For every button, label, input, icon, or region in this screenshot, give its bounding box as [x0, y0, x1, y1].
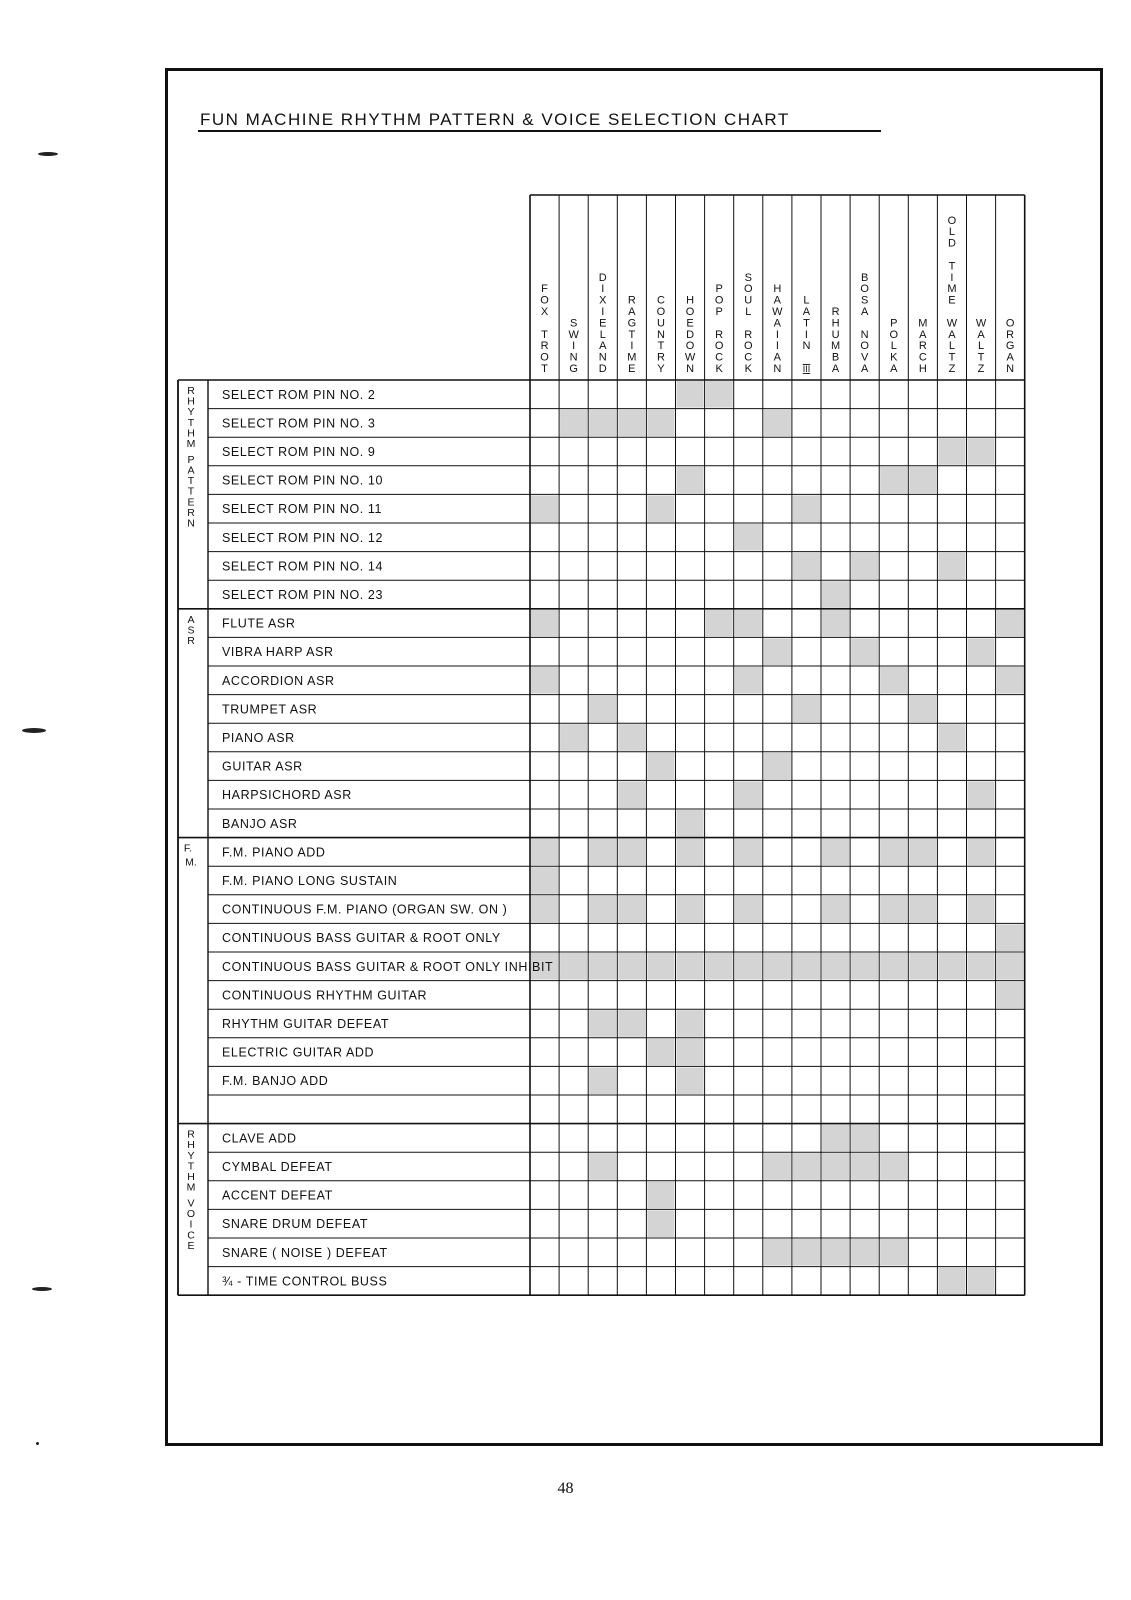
group-label: A S R	[187, 613, 195, 647]
shaded-cell	[968, 1268, 995, 1295]
scan-mark	[32, 1287, 52, 1291]
shaded-cell	[647, 953, 674, 980]
shaded-cell	[618, 953, 645, 980]
shaded-cell	[909, 696, 936, 723]
shaded-cell	[968, 896, 995, 923]
shaded-cell	[531, 610, 558, 637]
row-label: TRUMPET ASR	[222, 702, 318, 717]
shaded-cell	[822, 581, 849, 608]
shaded-cell	[677, 1067, 704, 1094]
shaded-cell	[677, 381, 704, 408]
shaded-cell	[735, 953, 762, 980]
shaded-cell	[677, 839, 704, 866]
row-label: HARPSICHORD ASR	[222, 788, 352, 803]
shaded-cell	[677, 810, 704, 837]
shaded-cell	[909, 896, 936, 923]
shaded-cell	[618, 724, 645, 751]
shaded-cell	[560, 410, 587, 437]
group-label: R H Y T H M V O I C E	[186, 1128, 196, 1252]
shaded-cell	[793, 953, 820, 980]
shaded-cell	[735, 524, 762, 551]
column-header-soul-rock: S O U L R O C K	[743, 271, 753, 375]
row-label: SNARE DRUM DEFEAT	[222, 1217, 369, 1232]
row-label: FLUTE ASR	[222, 616, 296, 631]
shaded-cell	[997, 982, 1024, 1009]
row-label: F.M. PIANO LONG SUSTAIN	[222, 874, 398, 888]
shaded-cell	[880, 467, 907, 494]
column-header-ragtime: R A G T I M E	[627, 294, 637, 375]
shaded-cell	[647, 753, 674, 780]
shaded-cell	[793, 696, 820, 723]
row-label: CLAVE ADD	[222, 1131, 297, 1146]
shaded-cell	[706, 953, 733, 980]
shaded-cell	[880, 839, 907, 866]
row-label: ELECTRIC GUITAR ADD	[222, 1045, 375, 1060]
shaded-cell	[677, 1039, 704, 1066]
row-label: SELECT ROM PIN NO. 9	[222, 445, 376, 459]
shaded-cell	[764, 1153, 791, 1180]
shaded-cell	[851, 553, 878, 580]
group-label: R H Y T H M P A T T E R N	[186, 385, 196, 530]
shaded-cell	[647, 1210, 674, 1237]
row-label: PIANO ASR	[222, 731, 295, 745]
row-label: BANJO ASR	[222, 816, 298, 831]
row-label: CYMBAL DEFEAT	[222, 1160, 333, 1174]
shaded-cell	[647, 1182, 674, 1209]
shaded-cell	[822, 839, 849, 866]
shaded-cell	[793, 1153, 820, 1180]
shaded-cell	[968, 839, 995, 866]
scan-mark	[22, 728, 46, 733]
shaded-cell	[589, 896, 616, 923]
row-label: SELECT ROM PIN NO. 23	[222, 588, 384, 602]
shaded-cell	[764, 753, 791, 780]
shaded-cell	[909, 953, 936, 980]
column-header-hoedown: H O E D O W N	[684, 294, 696, 375]
shaded-cell	[851, 1239, 878, 1266]
shaded-cell	[880, 1239, 907, 1266]
shaded-cell	[618, 1010, 645, 1037]
column-header-old-time-waltz: O L D T I M E W A L T Z	[946, 214, 958, 375]
shaded-cell	[531, 839, 558, 866]
shaded-cell	[851, 1125, 878, 1152]
shaded-cell	[909, 839, 936, 866]
scan-mark	[36, 1442, 39, 1445]
row-label: SELECT ROM PIN NO. 2	[222, 387, 376, 402]
shaded-cell	[647, 495, 674, 522]
row-label: ACCENT DEFEAT	[222, 1188, 333, 1203]
shaded-cell	[938, 553, 965, 580]
column-header-march: M A R C H	[918, 317, 928, 375]
shaded-cell	[677, 1010, 704, 1037]
shaded-cell	[851, 638, 878, 665]
shaded-cell	[706, 610, 733, 637]
shaded-cell	[677, 467, 704, 494]
shaded-cell	[968, 438, 995, 465]
shaded-cell	[764, 638, 791, 665]
shaded-cell	[589, 839, 616, 866]
row-label: ACCORDION ASR	[222, 673, 335, 688]
shaded-cell	[531, 896, 558, 923]
row-label: SELECT ROM PIN NO. 12	[222, 530, 384, 545]
shaded-cell	[880, 1153, 907, 1180]
shaded-cell	[880, 667, 907, 694]
shaded-cell	[793, 1239, 820, 1266]
shaded-cell	[618, 839, 645, 866]
shaded-cell	[822, 896, 849, 923]
shaded-cell	[938, 953, 965, 980]
column-header-latin-iii: L A T I N III	[802, 294, 811, 374]
shaded-cell	[909, 467, 936, 494]
shaded-cell	[531, 495, 558, 522]
shaded-cell	[793, 553, 820, 580]
row-label: SELECT ROM PIN NO. 10	[222, 473, 384, 488]
row-label: CONTINUOUS F.M. PIANO (ORGAN SW. ON )	[222, 902, 508, 917]
shaded-cell	[647, 410, 674, 437]
shaded-cell	[589, 410, 616, 437]
shaded-cell	[851, 953, 878, 980]
shaded-cell	[560, 953, 587, 980]
shaded-cell	[851, 1153, 878, 1180]
shaded-cell	[997, 667, 1024, 694]
column-header-dixieland: D I X I E L A N D	[598, 271, 607, 375]
shaded-cell	[735, 839, 762, 866]
shaded-cell	[589, 953, 616, 980]
row-label: F.M. BANJO ADD	[222, 1074, 329, 1089]
shaded-cell	[735, 896, 762, 923]
shaded-cell	[706, 381, 733, 408]
shaded-cell	[822, 953, 849, 980]
column-header-bosa-nova: B O S A N O V A	[860, 271, 869, 375]
column-header-organ: O R G A N	[1005, 317, 1015, 375]
shaded-cell	[618, 896, 645, 923]
shaded-cell	[735, 781, 762, 808]
shaded-cell	[938, 438, 965, 465]
row-label: CONTINUOUS BASS GUITAR & ROOT ONLY INHIBIT	[222, 959, 554, 974]
chart-title: FUN MACHINE RHYTHM PATTERN & VOICE SELECTION CHART	[200, 110, 790, 129]
column-header-hawaiian: H A W A I I A N	[772, 283, 783, 375]
row-label: CONTINUOUS RHYTHM GUITAR	[222, 988, 428, 1003]
shaded-cell	[938, 724, 965, 751]
shaded-cell	[647, 1039, 674, 1066]
shaded-cell	[764, 410, 791, 437]
row-label: SELECT ROM PIN NO. 14	[222, 559, 384, 574]
row-label: F.M. PIANO ADD	[222, 845, 326, 860]
shaded-cell	[589, 696, 616, 723]
shaded-cell	[735, 667, 762, 694]
column-header-fox-trot: F O X T R O T	[540, 283, 549, 375]
shaded-cell	[997, 953, 1024, 980]
column-header-country: C O U N T R Y	[656, 294, 666, 375]
row-label: SELECT ROM PIN NO. 3	[222, 416, 376, 431]
shaded-cell	[764, 1239, 791, 1266]
column-header-rhumba: R H U M B A	[830, 306, 841, 375]
scan-mark	[38, 152, 58, 156]
shaded-cell	[531, 867, 558, 894]
shaded-cell	[618, 781, 645, 808]
shaded-cell	[589, 1067, 616, 1094]
shaded-cell	[968, 638, 995, 665]
shaded-cell	[997, 924, 1024, 951]
row-label: SNARE ( NOISE ) DEFEAT	[222, 1245, 388, 1260]
shaded-cell	[560, 724, 587, 751]
column-header-polka: P O L K A	[889, 317, 899, 375]
row-label: CONTINUOUS BASS GUITAR & ROOT ONLY	[222, 931, 501, 946]
shaded-cell	[968, 781, 995, 808]
row-label: VIBRA HARP ASR	[222, 645, 334, 660]
shaded-cell	[997, 610, 1024, 637]
column-header-waltz: W A L T Z	[975, 317, 987, 375]
shaded-cell	[880, 953, 907, 980]
column-header-pop-rock: P O P R O C K	[714, 283, 724, 375]
shaded-cell	[968, 953, 995, 980]
shaded-cell	[938, 1268, 965, 1295]
shaded-cell	[793, 495, 820, 522]
row-label: ¾ - TIME CONTROL BUSS	[222, 1274, 388, 1289]
shaded-cell	[822, 1239, 849, 1266]
column-header-swing: S W I N G	[568, 317, 579, 375]
row-label: SELECT ROM PIN NO. 11	[222, 502, 383, 517]
shaded-cell	[618, 410, 645, 437]
shaded-cell	[822, 610, 849, 637]
shaded-cell	[677, 896, 704, 923]
shaded-cell	[589, 1010, 616, 1037]
shaded-cell	[822, 1153, 849, 1180]
shaded-cell	[531, 667, 558, 694]
page-number: 48	[557, 1480, 574, 1497]
shaded-cell	[677, 953, 704, 980]
shaded-cell	[880, 896, 907, 923]
shaded-cell	[764, 953, 791, 980]
row-label: GUITAR ASR	[222, 759, 303, 774]
shaded-cell	[735, 610, 762, 637]
group-label: F. M.	[183, 842, 197, 869]
shaded-cell	[589, 1153, 616, 1180]
shaded-cell	[822, 1125, 849, 1152]
row-label: RHYTHM GUITAR DEFEAT	[222, 1017, 390, 1031]
